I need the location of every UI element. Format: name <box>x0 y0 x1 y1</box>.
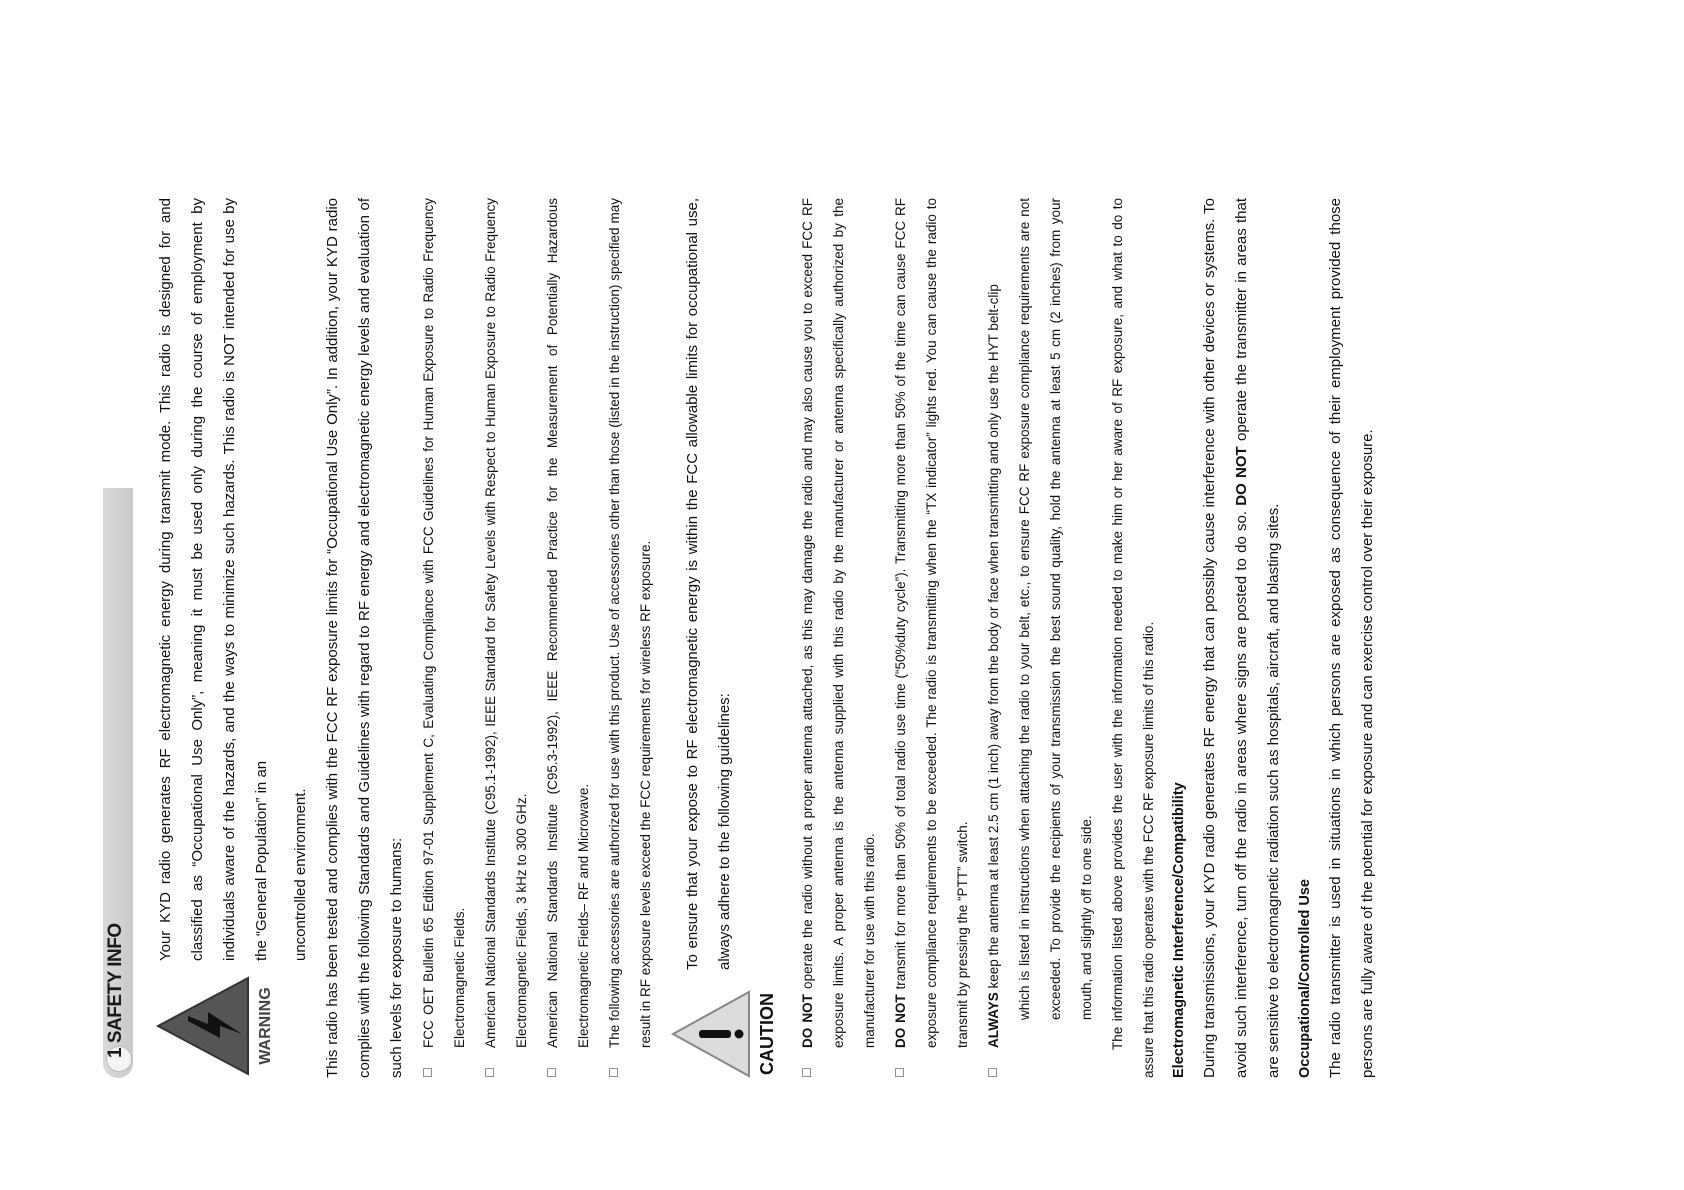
emi-paragraph <box>1194 198 1290 1078</box>
warning-block <box>150 198 285 1078</box>
guideline-body: keep the antenna at least 2.5 cm (1 inch) away from the body or face when transmitting and only use the HYT belt-clip <box>986 284 1001 993</box>
warning-icon <box>150 973 285 1078</box>
standard-item <box>537 198 599 1078</box>
warning-text-block <box>150 198 278 961</box>
bullet-box-icon: ☐ <box>545 1067 559 1078</box>
caution-paragraph: To ensure that your expose to RF electromagnetic energy is within the FCC allowable limits for occupational use, always adhere to the following guidelines: <box>684 198 733 970</box>
caution-text-block <box>677 198 741 970</box>
bullet-box-icon: ☐ <box>421 1067 435 1078</box>
standard-text: FCC OET Bulletin 65 Edition 97-01 Supplement C, Evaluating Compliance with FCC Guidelines for Human Exposure to Radio Frequency Electromagnetic Fields. <box>421 198 467 1048</box>
guideline-keyword: DO NOT <box>800 994 815 1048</box>
caution-icon-label: CAUTION <box>757 993 777 1075</box>
warning-paragraph-end: uncontrolled environment. <box>292 788 309 961</box>
emi-text-after: operate the transmitter in areas that are sensitive to electromagnetic radiation such as hospitals, aircraft, and blasting sites. <box>1233 198 1282 1078</box>
guideline-item <box>978 198 1009 1078</box>
info-paragraph: The information listed above provides the user with the information needed to make him or her aware of RF exposure, and what to do to assure that this radio operates with the FCC RF exposure limits of this radio. <box>1110 198 1156 1078</box>
caution-icon <box>669 990 786 1078</box>
guideline-text <box>978 198 1009 1048</box>
standard-item <box>475 198 537 1078</box>
page-content <box>98 198 1384 1078</box>
guideline-body: transmit for more than 50% of total radio use time (“50%duty cycle”). Transmitting more than 50% of the time can cause FCC RF exposure compliance requirements to be exceeded. The radio is transmitting when the “TX indicator” lights red. You can cause the radio to transmit by pressing the “PTT” switch. <box>893 198 970 1048</box>
bullet-box-icon: ☐ <box>986 1067 1000 1078</box>
section-header <box>98 198 138 1078</box>
guideline-keyword: DO NOT <box>893 994 908 1048</box>
standard-text: American National Standards Institute (C95.1-1992), IEEE Standard for Safety Levels with Respect to Human Exposure to Radio Frequency Electromagnetic Fields, 3 kHz to 300 GHz. <box>483 198 529 1048</box>
standard-item <box>413 198 475 1078</box>
standard-item <box>599 198 661 1078</box>
bullet-box-icon: ☐ <box>483 1067 497 1078</box>
standard-text: American National Standards Institute (C95.3-1992), IEEE Recommended Practice for the Measurement of Potentially Hazardous Electromagnetic Fields– RF and Microwave. <box>545 198 591 1048</box>
intro-paragraph: This radio has been tested and complies with the FCC RF exposure limits for “Occupational Use Only”. In addition, your KYD radio complies with the following Standards and Guidelines with regard to RF energy and electromagnetic energy levels and evaluation of such levels for exposure to humans: <box>324 198 405 1078</box>
bullet-box-icon: ☐ <box>607 1067 621 1078</box>
guideline-subtext: which is listed in instructions when attaching the radio to your belt, etc., to ensure FCC RF exposure compliance requirements are not exceeded. To provide the recipients of your transmission the best sound quality, hold the antenna at least 5 cm (2 inches) from your mouth, and slightly off to one side. <box>1017 198 1094 1020</box>
warning-paragraph: Your KYD radio generates RF electromagnetic energy during transmit mode. This radio is designed for and classified as “Occupational Use Only”, meaning it must be used only during the course of employment by individuals aware of the hazards, and the ways to minimize such hazards. This radio is NOT intended for use by the “General Population” in an <box>157 198 270 961</box>
emi-text-before: During transmissions, your KYD radio generates RF energy that can possibly cause interference with other devices or systems. To avoid such interference, turn off the radio in areas where signs are posted to do so. <box>1201 198 1250 1078</box>
bullet-box-icon: ☐ <box>800 1067 814 1078</box>
guideline-text <box>792 198 885 1048</box>
emi-keyword: DO NOT <box>1233 446 1250 506</box>
section-title: 1 SAFETY INFO <box>105 923 126 1058</box>
emi-heading: Electromagnetic Interference/Compatibility <box>1171 782 1187 1078</box>
standard-text: The following accessories are authorized for use with this product. Use of accessories other than those (listed in the instruction) specified may result in RF exposure levels exceed the FCC requirements for wireless RF exposure. <box>607 198 653 1048</box>
caution-block <box>669 198 786 1078</box>
guideline-body: operate the radio without a proper antenna attached, as this may damage the radio and may also cause you to exceed FCC RF exposure limits. A proper antenna is the antenna supplied with this radio by the manufacturer or antenna specifically authorized by the manufacturer for use with this radio. <box>800 198 877 1048</box>
guideline-item <box>885 198 978 1078</box>
bullet-box-icon: ☐ <box>893 1067 907 1078</box>
warning-icon-label: WARNING <box>257 987 274 1065</box>
guideline-text <box>885 198 978 1048</box>
occupational-heading: Occupational/Controlled Use <box>1297 879 1313 1078</box>
guideline-keyword: ALWAYS <box>986 992 1001 1048</box>
guideline-item <box>792 198 885 1078</box>
occupational-paragraph: The radio transmitter is used in situations in which persons are exposed as consequence of their employment provided those persons are fully aware of the potential for exposure and can exercise control over their exposure. <box>1327 198 1376 1078</box>
